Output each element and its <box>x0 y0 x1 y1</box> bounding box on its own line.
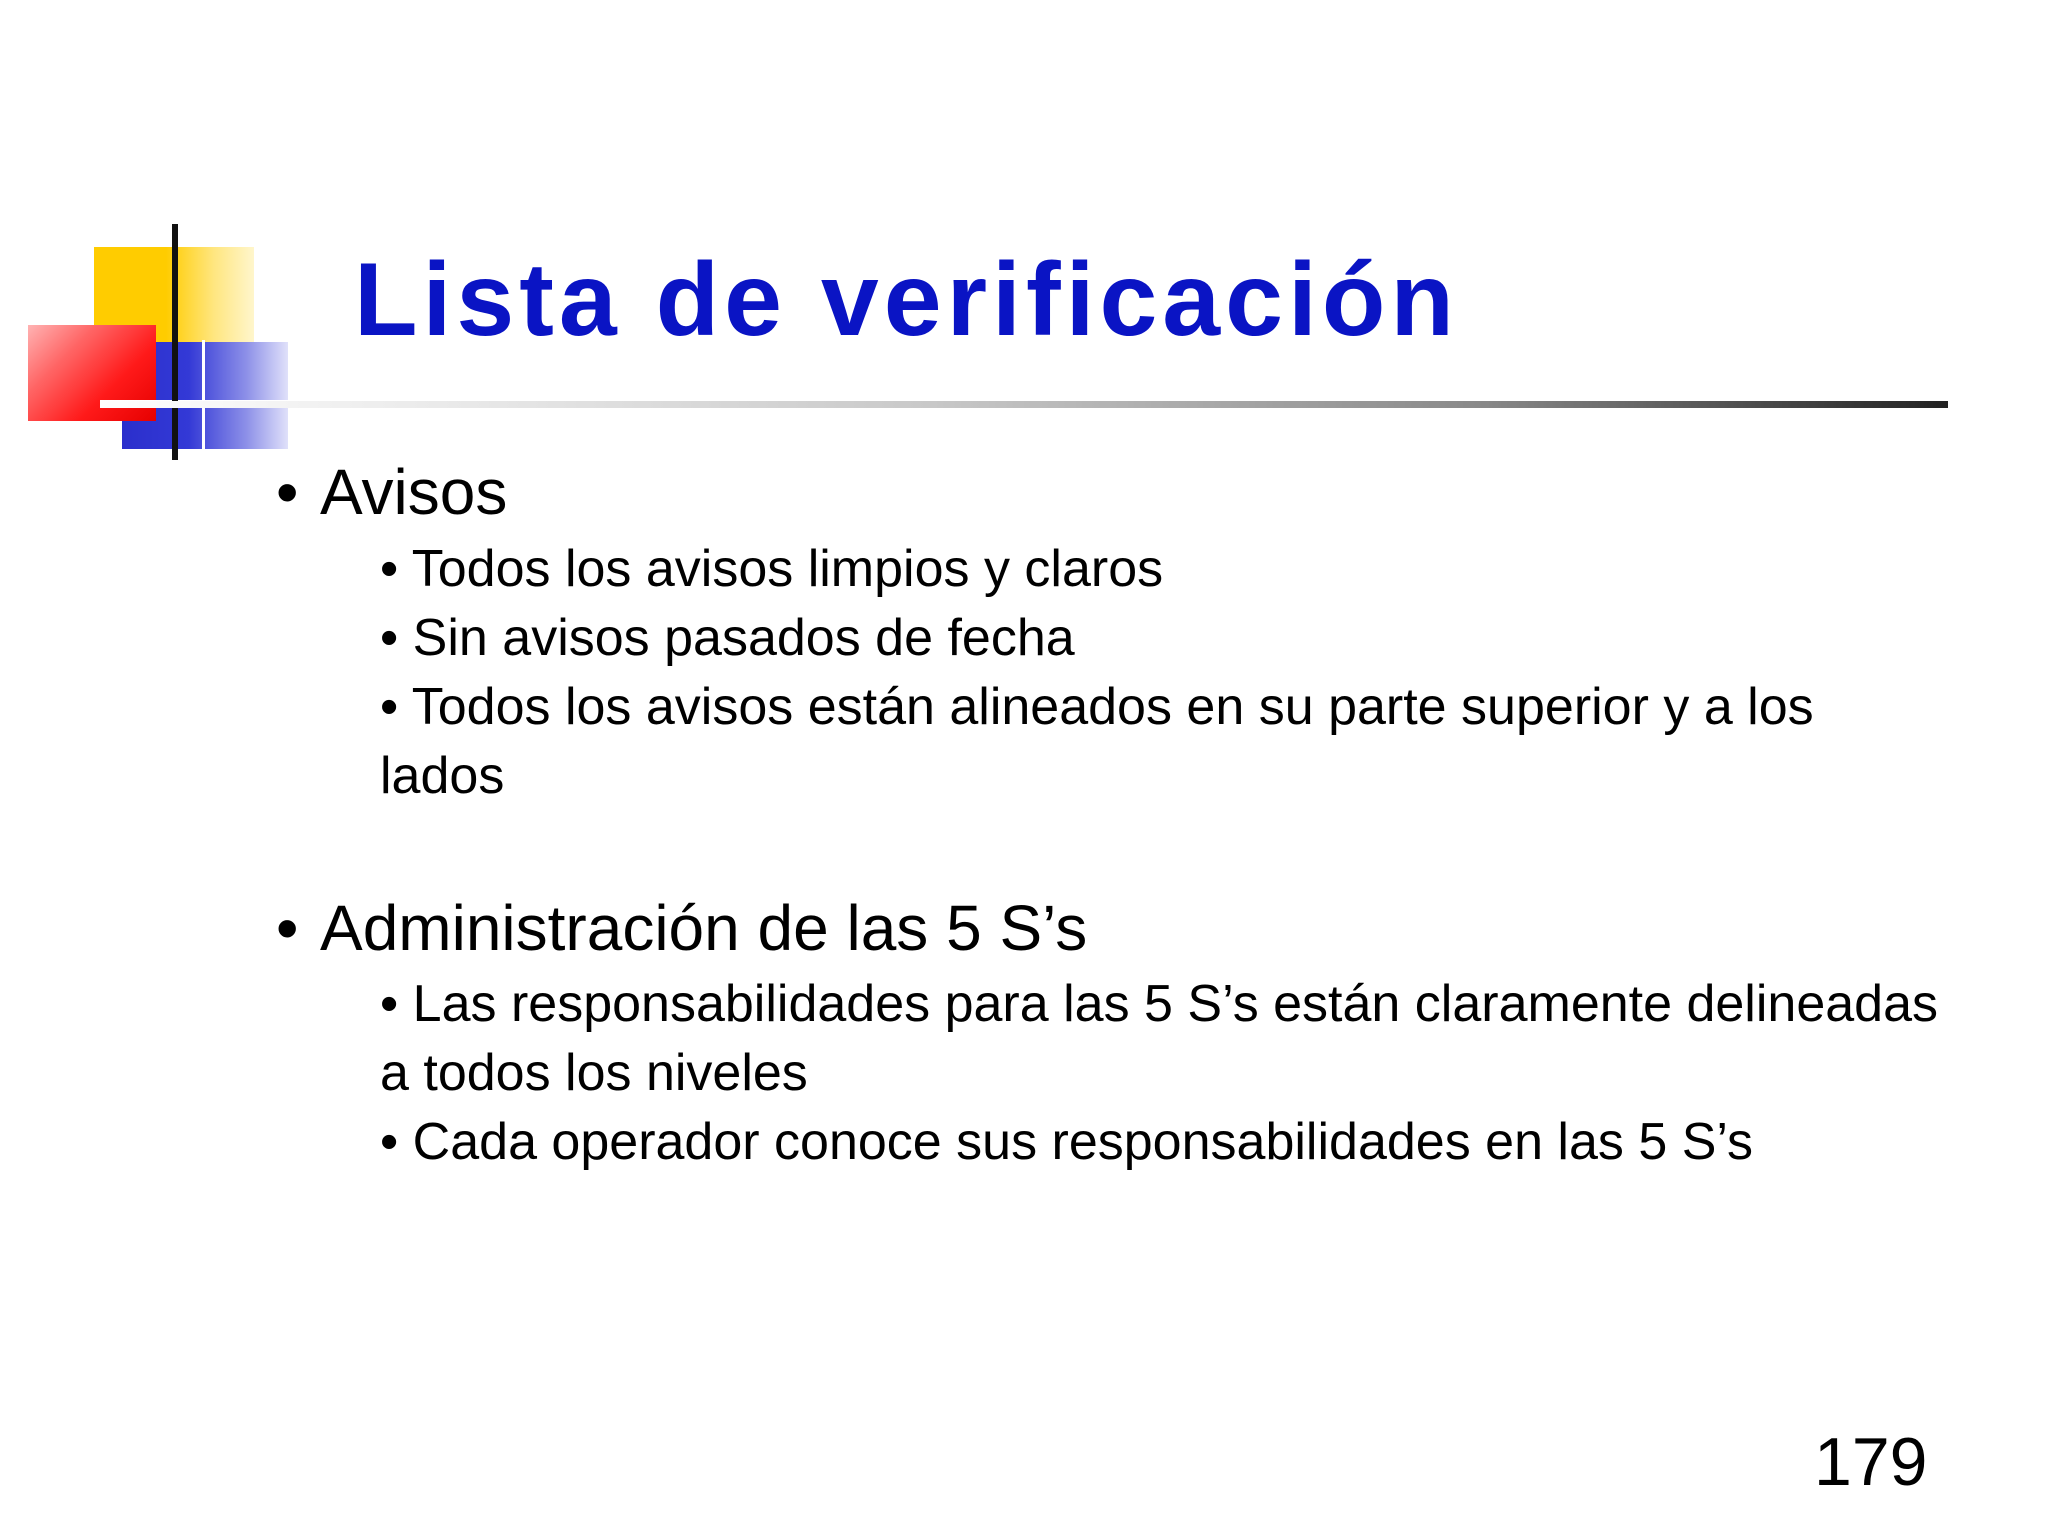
bullet: • <box>380 678 399 736</box>
list-item <box>380 535 1940 604</box>
title-underline-rule <box>100 401 1948 408</box>
list-item <box>380 970 1940 1108</box>
deco-white-vertical-line <box>202 340 205 450</box>
list-item-text: Todos los avisos limpios y claros <box>411 540 1164 598</box>
bullet: • <box>380 1113 399 1171</box>
bullet: • <box>380 540 399 598</box>
list-item-text: Las responsabilidades para las 5 S’s están claramente delineadas a todos los niveles <box>380 975 1939 1102</box>
page-number: 179 <box>1814 1424 1928 1500</box>
section-heading-text: Administración de las 5 S’s <box>320 892 1088 964</box>
bullet: • <box>380 609 399 667</box>
deco-black-vertical-line <box>172 224 178 460</box>
list-item-text: Cada operador conoce sus responsabilidades en las 5 S’s <box>412 1113 1754 1171</box>
list-item-text: Sin avisos pasados de fecha <box>412 609 1075 667</box>
section-heading <box>276 456 508 528</box>
bullet: • <box>276 456 299 528</box>
list-item <box>380 673 1940 811</box>
bullet: • <box>276 892 299 964</box>
list-item <box>380 604 1940 673</box>
list-item-text: Todos los avisos están alineados en su parte superior y a los lados <box>380 678 1814 805</box>
list-item <box>380 1108 1940 1177</box>
section-heading-text: Avisos <box>320 456 508 528</box>
bullet: • <box>380 975 399 1033</box>
section-heading <box>276 892 1088 964</box>
slide-title: Lista de verificación <box>354 242 1459 358</box>
